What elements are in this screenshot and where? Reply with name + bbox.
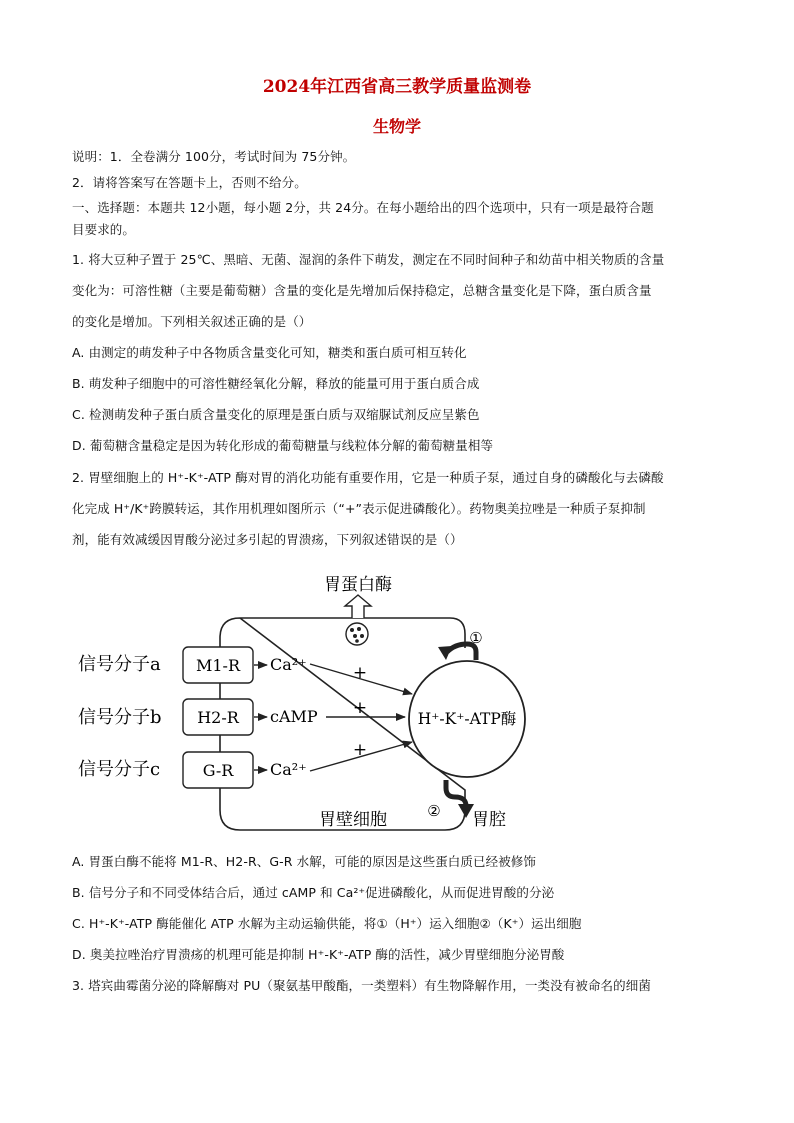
hollow-up-arrow — [345, 595, 371, 618]
receptor-h2r: H2-R — [197, 708, 239, 727]
cell-label: 胃壁细胞 — [319, 810, 387, 830]
messenger-ca-2: Ca²⁺ — [270, 760, 307, 779]
marker-1: ① — [469, 629, 483, 647]
exam-title: 2024年江西省高三教学质量监测卷 — [262, 77, 532, 97]
q1-stem: 的变化是增加。下列相关叙述正确的是（） — [72, 314, 312, 329]
proton-pump-diagram — [0, 560, 794, 840]
q3-stem: 3. 塔宾曲霉菌分泌的降解酶对 PU（聚氨基甲酸酯，一类塑料）有生物降解作用，一类没有被命名的细菌 — [72, 978, 651, 993]
q1-stem: 1. 将大豆种子置于 25℃、黑暗、无菌、湿润的条件下萌发，测定在不同时间种子和幼苗中相关物质的含量 — [72, 252, 665, 267]
plus-sign-2: + — [352, 698, 368, 718]
signal-b-label: 信号分子b — [78, 707, 162, 728]
section-heading-cont: 目要求的。 — [72, 222, 136, 237]
signal-c-label: 信号分子c — [78, 759, 161, 780]
vesicle-icon — [346, 623, 368, 645]
plus-sign-3: + — [352, 740, 368, 760]
marker-2: ② — [427, 802, 441, 820]
section-heading: 一、选择题：本题共 12小题，每小题 2分，共 24分。在每小题给出的四个选项中，只有一项是最符合题 — [72, 200, 654, 215]
plus-sign-1: + — [352, 663, 368, 683]
q1-stem: 变化为：可溶性糖（主要是葡萄糖）含量的变化是先增加后保持稳定，总糖含量变化是下降，蛋白质含量 — [72, 283, 652, 298]
q1-option-a: A. 由测定的萌发种子中各物质含量变化可知，糖类和蛋白质可相互转化 — [72, 345, 467, 360]
q1-option-d: D. 葡萄糖含量稳定是因为转化形成的葡萄糖量与线粒体分解的葡萄糖量相等 — [72, 438, 494, 453]
instruction-line: 2．请将答案写在答题卡上，否则不给分。 — [72, 175, 307, 190]
receptor-m1r: M1-R — [195, 656, 241, 675]
receptor-gr: G-R — [202, 761, 234, 780]
enzyme-label: H⁺-K⁺-ATP酶 — [417, 710, 517, 728]
q2-option-d: D. 奥美拉唑治疗胃溃疡的机理可能是抑制 H⁺-K⁺-ATP 酶的活性，减少胃壁细胞分泌胃酸 — [72, 947, 565, 962]
q2-stem: 2. 胃壁细胞上的 H⁺-K⁺-ATP 酶对胃的消化功能有重要作用，它是一种质子泵，通过自身的磷酸化与去磷酸 — [72, 470, 664, 485]
q2-stem: 化完成 H⁺/K⁺跨膜转运，其作用机理如图所示（“+”表示促进磷酸化）。药物奥美拉唑是一种质子泵抑制 — [72, 501, 646, 516]
q2-option-c: C. H⁺-K⁺-ATP 酶能催化 ATP 水解为主动运输供能，将①（H⁺）运入细胞②（K⁺）运出细胞 — [72, 916, 582, 931]
q2-stem: 剂，能有效减缓因胃酸分泌过多引起的胃溃疡，下列叙述错误的是（） — [72, 532, 463, 547]
q2-option-a: A. 胃蛋白酶不能将 M1-R、H2-R、G-R 水解，可能的原因是这些蛋白质已经被修饰 — [72, 854, 536, 869]
pepsin-label: 胃蛋白酶 — [324, 575, 392, 595]
q1-option-b: B. 萌发种子细胞中的可溶性糖经氧化分解，释放的能量可用于蛋白质合成 — [72, 376, 480, 391]
subject-title: 生物学 — [372, 117, 421, 136]
messenger-camp: cAMP — [270, 707, 318, 726]
signal-a-label: 信号分子a — [78, 654, 161, 675]
lumen-label: 胃腔 — [472, 810, 506, 830]
messenger-ca-1: Ca²⁺ — [270, 655, 307, 674]
q2-option-b: B. 信号分子和不同受体结合后，通过 cAMP 和 Ca²⁺促进磷酸化，从而促进胃酸的分泌 — [72, 885, 555, 900]
q1-option-c: C. 检测萌发种子蛋白质含量变化的原理是蛋白质与双缩脲试剂反应呈紫色 — [72, 407, 480, 422]
instruction-line: 说明：1．全卷满分 100分，考试时间为 75分钟。 — [72, 149, 356, 164]
